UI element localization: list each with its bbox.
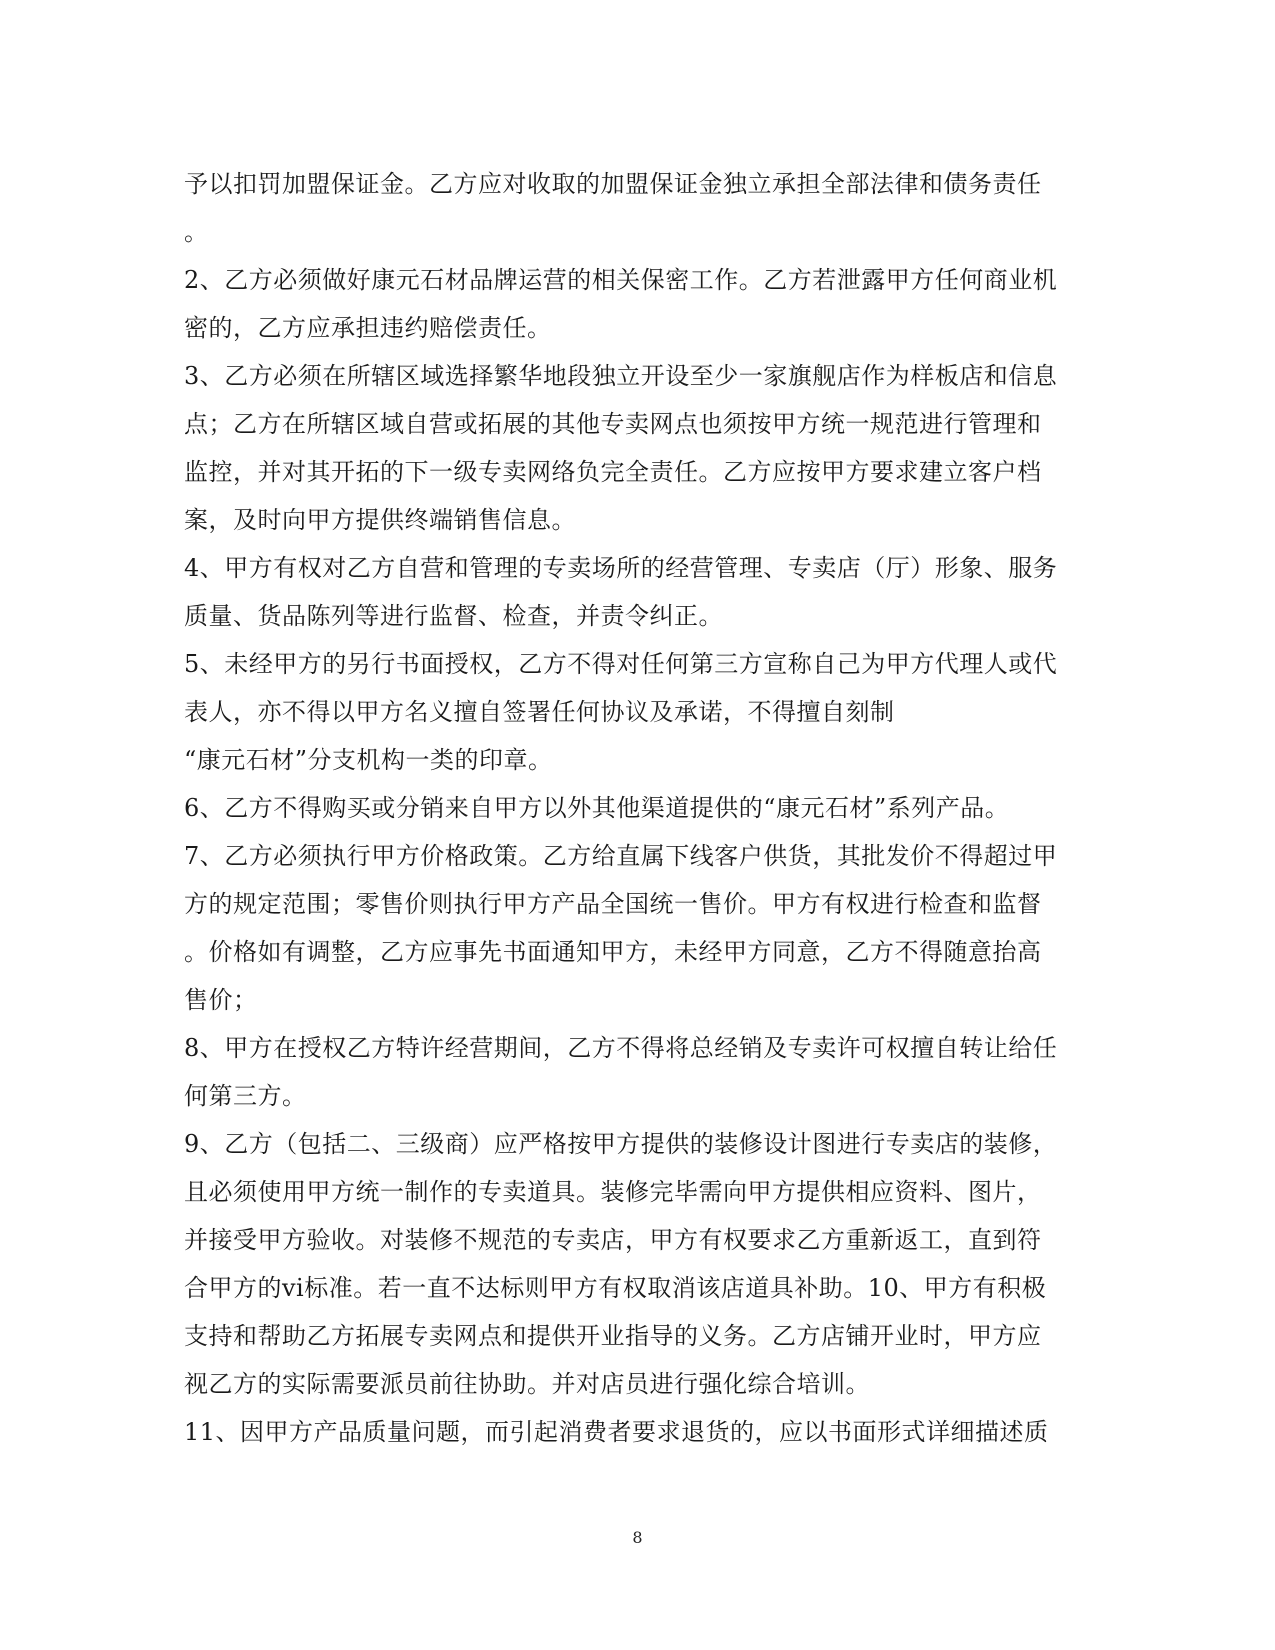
text-line: “康元石材”分支机构一类的印章。 bbox=[184, 746, 553, 774]
text-line: 6、乙方不得购买或分销来自甲方以外其他渠道提供的“康元石材”系列产品。 bbox=[184, 794, 1010, 822]
text-line: 7、乙方必须执行甲方价格政策。乙方给直属下线客户供货，其批发价不得超过甲 bbox=[184, 842, 1058, 870]
text-line: 且必须使用甲方统一制作的专卖道具。装修完毕需向甲方提供相应资料、图片， bbox=[184, 1178, 1042, 1206]
text-line: 视乙方的实际需要派员前往协助。并对店员进行强化综合培训。 bbox=[184, 1370, 870, 1398]
page-number: 8 bbox=[632, 1528, 643, 1547]
text-line: 并接受甲方验收。对装修不规范的专卖店，甲方有权要求乙方重新返工，直到符 bbox=[184, 1226, 1042, 1254]
text-line: 表人，亦不得以甲方名义擅自签署任何协议及承诺，不得擅自刻制 bbox=[184, 698, 895, 726]
text-line: 监控，并对其开拓的下一级专卖网络负完全责任。乙方应按甲方要求建立客户档 bbox=[184, 458, 1042, 486]
contract-body-text bbox=[184, 160, 1064, 1456]
text-line: 9、乙方（包括二、三级商）应严格按甲方提供的装修设计图进行专卖店的装修， bbox=[184, 1130, 1058, 1158]
text-line: 5、未经甲方的另行书面授权，乙方不得对任何第三方宣称自己为甲方代理人或代 bbox=[184, 650, 1058, 678]
text-line: 密的，乙方应承担违约赔偿责任。 bbox=[184, 314, 552, 342]
text-line: 点；乙方在所辖区域自营或拓展的其他专卖网点也须按甲方统一规范进行管理和 bbox=[184, 410, 1042, 438]
text-line: 支持和帮助乙方拓展专卖网点和提供开业指导的义务。乙方店铺开业时，甲方应 bbox=[184, 1322, 1042, 1350]
text-line: 方的规定范围；零售价则执行甲方产品全国统一售价。甲方有权进行检查和监督 bbox=[184, 890, 1042, 918]
text-line: 。 bbox=[184, 218, 209, 246]
text-line: 3、乙方必须在所辖区域选择繁华地段独立开设至少一家旗舰店作为样板店和信息 bbox=[184, 362, 1058, 390]
text-line: 案，及时向甲方提供终端销售信息。 bbox=[184, 506, 576, 534]
text-line: 11、因甲方产品质量问题，而引起消费者要求退货的，应以书面形式详细描述质 bbox=[184, 1418, 1049, 1446]
text-line: 何第三方。 bbox=[184, 1082, 307, 1110]
text-line: 2、乙方必须做好康元石材品牌运营的相关保密工作。乙方若泄露甲方任何商业机 bbox=[184, 266, 1058, 294]
text-line: 予以扣罚加盟保证金。乙方应对收取的加盟保证金独立承担全部法律和债务责任 bbox=[184, 170, 1042, 198]
text-line: 4、甲方有权对乙方自营和管理的专卖场所的经营管理、专卖店（厅）形象、服务 bbox=[184, 554, 1058, 582]
text-line: 8、甲方在授权乙方特许经营期间，乙方不得将总经销及专卖许可权擅自转让给任 bbox=[184, 1034, 1058, 1062]
text-line: 质量、货品陈列等进行监督、检查，并责令纠正。 bbox=[184, 602, 723, 630]
text-line: 合甲方的vi标准。若一直不达标则甲方有权取消该店道具补助。10、甲方有积极 bbox=[184, 1274, 1047, 1302]
text-line: 售价； bbox=[184, 986, 258, 1014]
text-line: 。价格如有调整，乙方应事先书面通知甲方，未经甲方同意，乙方不得随意抬高 bbox=[184, 938, 1042, 966]
